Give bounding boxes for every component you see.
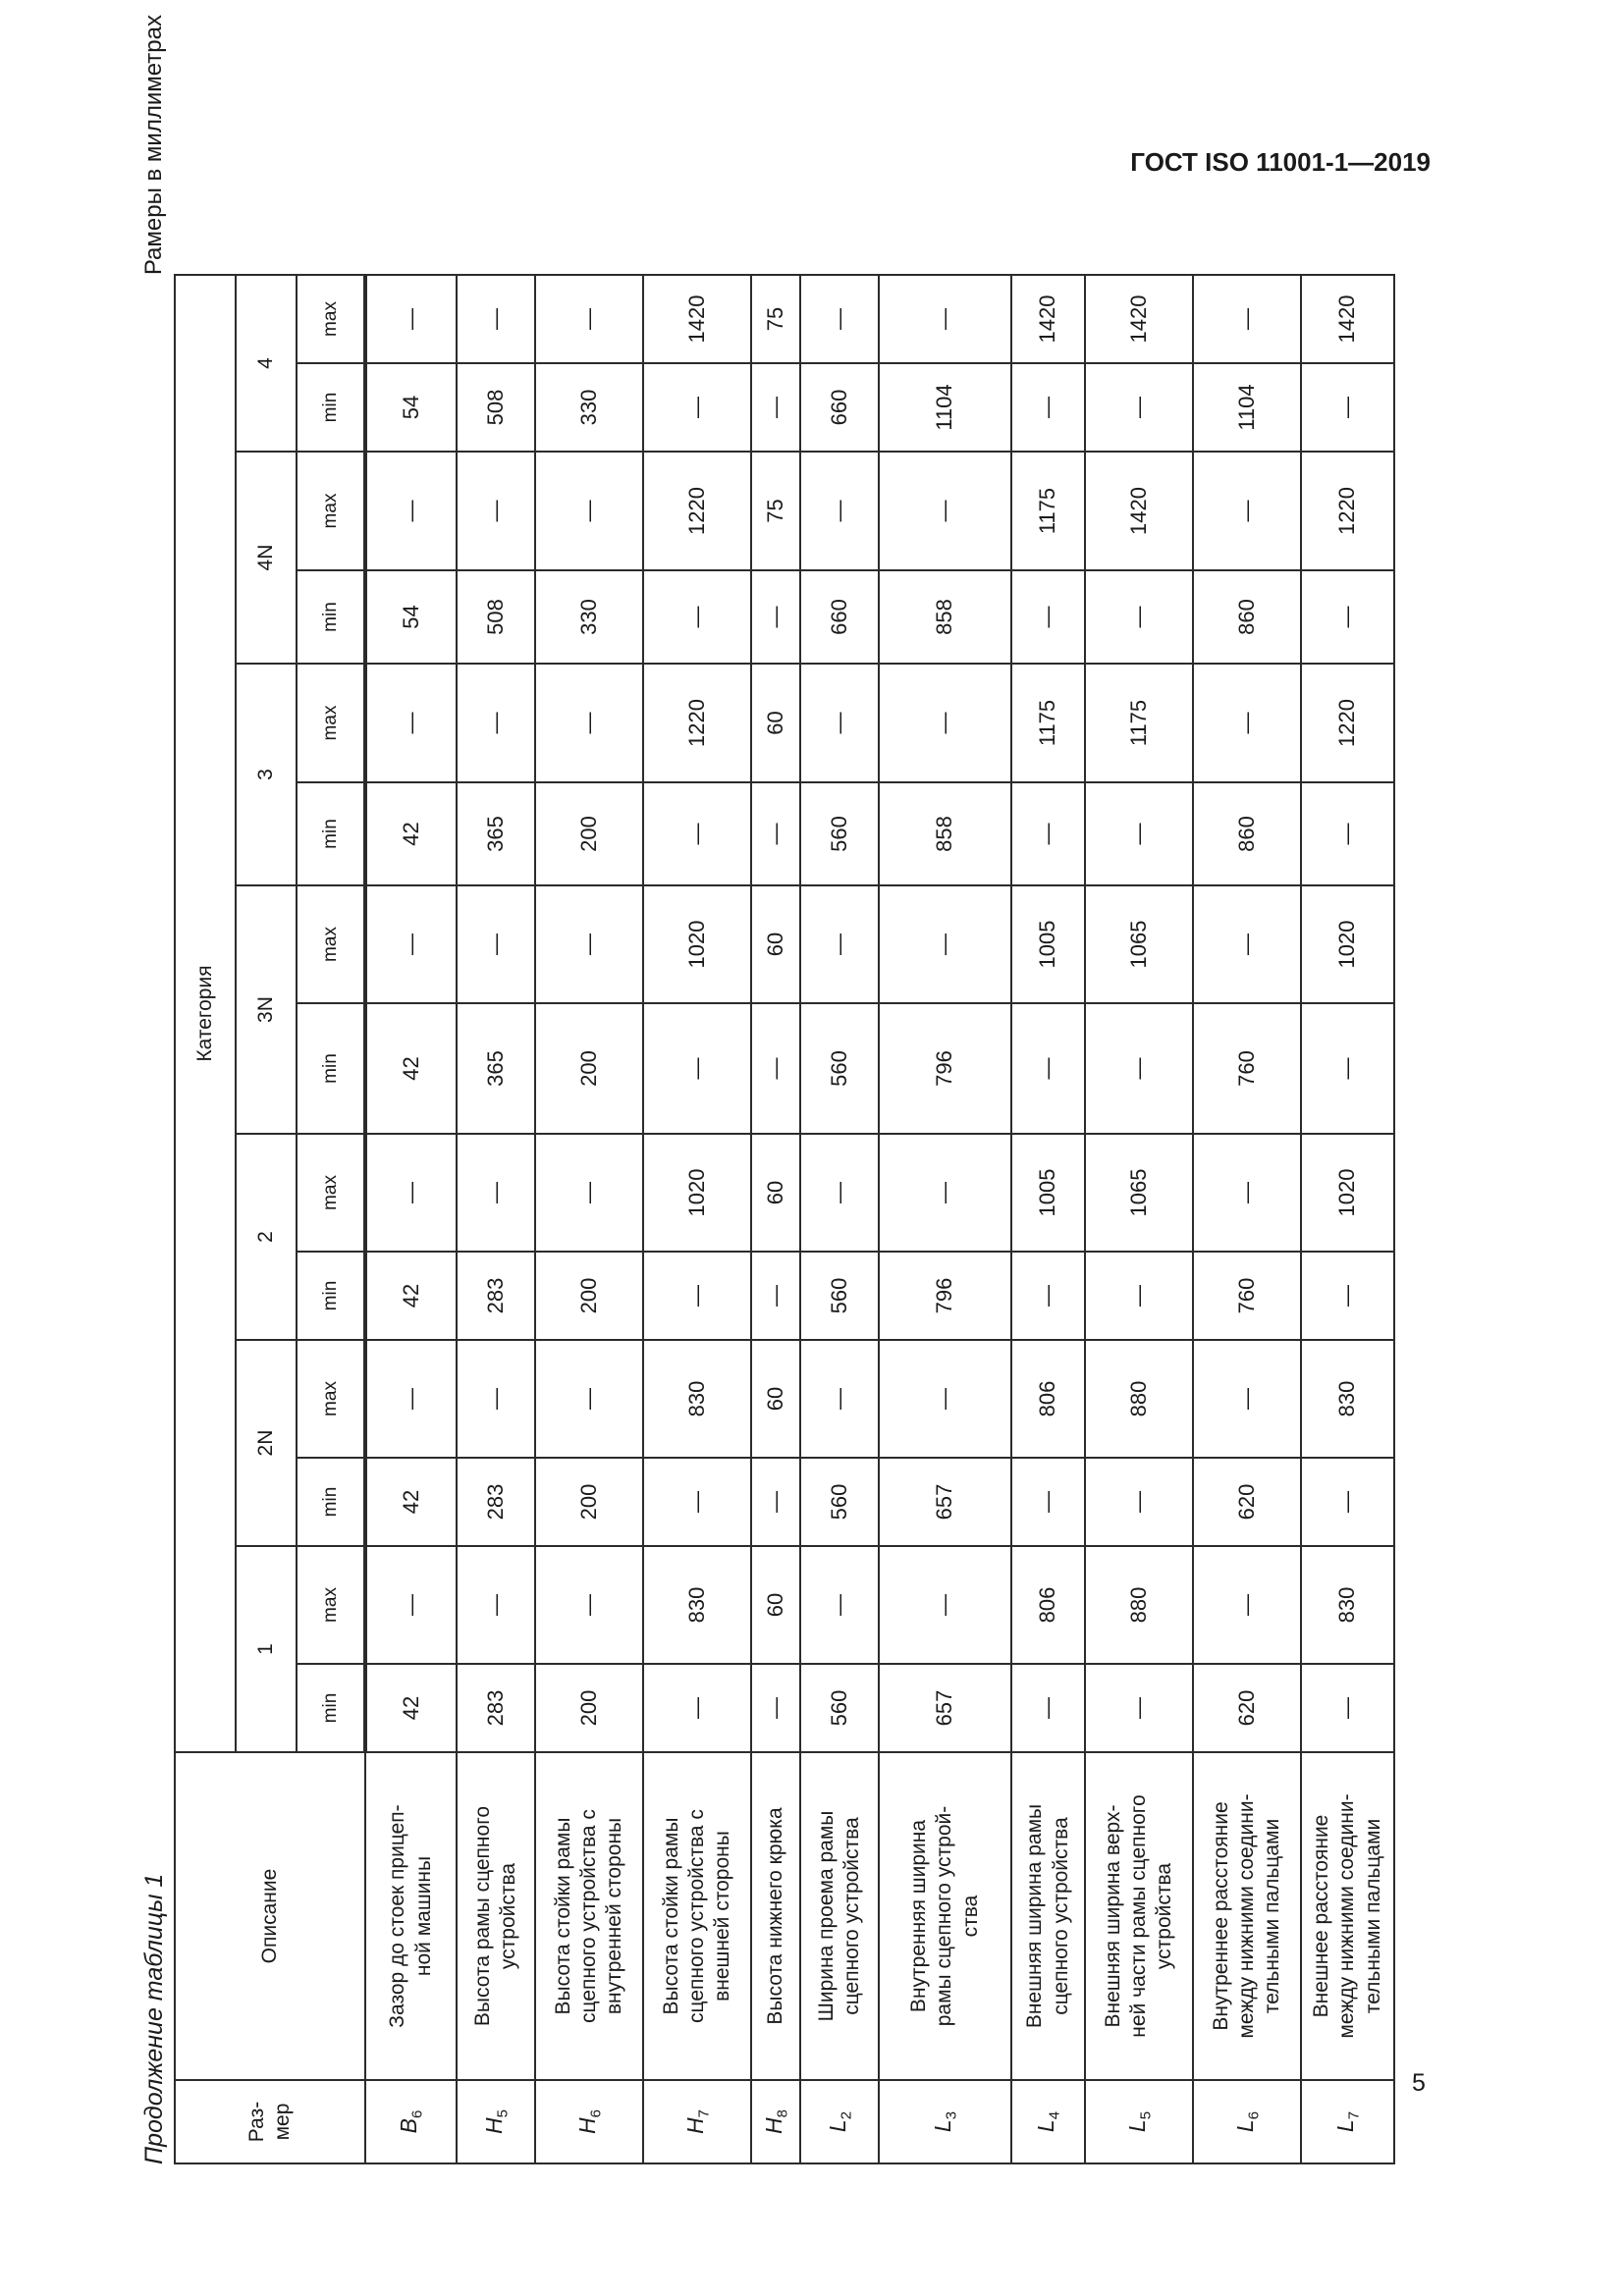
value-cell: 860	[1193, 570, 1301, 664]
value-cell: 657	[879, 1664, 1011, 1752]
value-cell: —	[365, 885, 457, 1003]
table-row	[457, 275, 535, 2163]
table-row	[535, 275, 643, 2163]
value-cell: 330	[535, 363, 643, 452]
value-cell: —	[1085, 570, 1193, 664]
dimension-description: Ширина проема рамы сцепного устройства	[800, 1752, 879, 2080]
dimension-description: Зазор до стоек прицеп- ной машины	[365, 1752, 457, 2080]
value-cell: 1220	[643, 664, 751, 782]
value-cell: 796	[879, 1003, 1011, 1134]
table-row	[1011, 275, 1085, 2163]
value-cell: —	[800, 664, 879, 782]
value-cell: —	[879, 1134, 1011, 1252]
value-cell: —	[643, 570, 751, 664]
value-cell: 657	[879, 1458, 1011, 1546]
value-cell: —	[535, 1134, 643, 1252]
value-cell: —	[1193, 664, 1301, 782]
value-cell: 60	[751, 885, 800, 1003]
value-cell: 200	[535, 1458, 643, 1546]
value-cell: 54	[365, 570, 457, 664]
value-cell: —	[800, 275, 879, 363]
value-cell: —	[800, 1134, 879, 1252]
value-cell: 1175	[1085, 664, 1193, 782]
value-cell: 60	[751, 664, 800, 782]
value-cell: —	[535, 1340, 643, 1458]
value-cell: —	[1011, 782, 1085, 885]
value-cell: —	[879, 885, 1011, 1003]
value-cell: 1175	[1011, 664, 1085, 782]
value-cell: —	[1301, 1252, 1394, 1340]
value-cell: —	[457, 1340, 535, 1458]
value-cell: —	[535, 664, 643, 782]
dimension-symbol: $L_3$	[879, 2080, 1011, 2163]
value-cell: —	[643, 1664, 751, 1752]
value-cell: 1220	[643, 452, 751, 570]
dimension-symbol: $H_6$	[535, 2080, 643, 2163]
value-cell: —	[800, 452, 879, 570]
table-continuation-caption: Продолжение таблицы 1	[140, 1873, 168, 2164]
dimension-description: Внутреннее расстояние между нижними соедини- тельными пальцами	[1193, 1752, 1301, 2080]
value-cell: —	[1011, 1252, 1085, 1340]
value-cell: —	[1193, 1134, 1301, 1252]
value-cell: 200	[535, 782, 643, 885]
value-cell: —	[751, 782, 800, 885]
value-cell: —	[1011, 363, 1085, 452]
dimension-description: Высота стойки рамы сцепного устройства с внутренней стороны	[535, 1752, 643, 2080]
value-cell: 1220	[1301, 452, 1394, 570]
category-group-header: 1	[236, 1546, 297, 1752]
value-cell: 560	[800, 1458, 879, 1546]
table-row	[643, 275, 751, 2163]
value-cell: 858	[879, 570, 1011, 664]
value-cell: —	[535, 275, 643, 363]
value-cell: 830	[643, 1340, 751, 1458]
dimension-symbol: $L_6$	[1193, 2080, 1301, 2163]
dimension-description: Внешняя ширина верх- ней части рамы сцепного устройства	[1085, 1752, 1193, 2080]
value-cell: 760	[1193, 1252, 1301, 1340]
table-row	[365, 275, 457, 2163]
value-cell: 560	[800, 1664, 879, 1752]
value-cell: 283	[457, 1252, 535, 1340]
value-cell: 560	[800, 782, 879, 885]
dimension-description: Внешнее расстояние между нижними соедини- тельными пальцами	[1301, 1752, 1394, 2080]
category-group-header: 4N	[236, 452, 297, 664]
value-cell: 1420	[1085, 452, 1193, 570]
value-cell: 858	[879, 782, 1011, 885]
value-cell: 1220	[1301, 664, 1394, 782]
value-cell: —	[457, 664, 535, 782]
category-header: Категория	[175, 275, 236, 1752]
value-cell: —	[800, 1546, 879, 1664]
value-cell: 806	[1011, 1546, 1085, 1664]
category-group-header: 3N	[236, 885, 297, 1134]
description-column-header: Описание	[175, 1752, 365, 2080]
value-cell: —	[643, 1458, 751, 1546]
value-cell: —	[1301, 782, 1394, 885]
value-cell: —	[1301, 1003, 1394, 1134]
value-cell: —	[365, 275, 457, 363]
value-cell: —	[457, 1546, 535, 1664]
value-cell: 42	[365, 782, 457, 885]
value-cell: —	[1301, 570, 1394, 664]
value-cell: 200	[535, 1664, 643, 1752]
value-cell: —	[751, 1252, 800, 1340]
dimension-description: Высота стойки рамы сцепного устройства с внешней стороны	[643, 1752, 751, 2080]
max-subheader: max	[297, 664, 365, 782]
value-cell: —	[365, 452, 457, 570]
units-note: Рамеры в миллиметрах	[140, 15, 167, 276]
value-cell: 1005	[1011, 1134, 1085, 1252]
dimension-symbol: $H_7$	[643, 2080, 751, 2163]
value-cell: —	[1085, 782, 1193, 885]
min-subheader: min	[297, 1252, 365, 1340]
value-cell: 1175	[1011, 452, 1085, 570]
value-cell: 1420	[1085, 275, 1193, 363]
value-cell: —	[365, 664, 457, 782]
value-cell: —	[1085, 363, 1193, 452]
value-cell: 1420	[1011, 275, 1085, 363]
dimension-symbol: $L_5$	[1085, 2080, 1193, 2163]
value-cell: 330	[535, 570, 643, 664]
value-cell: 1420	[643, 275, 751, 363]
value-cell: 1104	[1193, 363, 1301, 452]
value-cell: 1020	[643, 1134, 751, 1252]
value-cell: 1065	[1085, 885, 1193, 1003]
value-cell: —	[1011, 570, 1085, 664]
value-cell: —	[1011, 1458, 1085, 1546]
value-cell: 200	[535, 1003, 643, 1134]
value-cell: 830	[1301, 1340, 1394, 1458]
category-group-header: 3	[236, 664, 297, 885]
value-cell: 1104	[879, 363, 1011, 452]
dimension-symbol: $H_8$	[751, 2080, 800, 2163]
category-group-header: 2N	[236, 1340, 297, 1546]
dimension-symbol: $H_5$	[457, 2080, 535, 2163]
value-cell: 42	[365, 1664, 457, 1752]
value-cell: 1420	[1301, 275, 1394, 363]
min-subheader: min	[297, 570, 365, 664]
value-cell: —	[879, 664, 1011, 782]
size-column-header: Раз- мер	[175, 2080, 365, 2163]
category-group-header: 2	[236, 1134, 297, 1340]
value-cell: —	[365, 1340, 457, 1458]
value-cell: —	[457, 885, 535, 1003]
value-cell: 560	[800, 1003, 879, 1134]
value-cell: —	[1085, 1664, 1193, 1752]
table-row	[1085, 275, 1193, 2163]
dimension-description: Высота рамы сцепного устройства	[457, 1752, 535, 2080]
value-cell: —	[751, 570, 800, 664]
value-cell: —	[1011, 1664, 1085, 1752]
value-cell: —	[457, 1134, 535, 1252]
value-cell: 1005	[1011, 885, 1085, 1003]
value-cell: 660	[800, 363, 879, 452]
value-cell: —	[643, 782, 751, 885]
min-subheader: min	[297, 1458, 365, 1546]
min-subheader: min	[297, 1003, 365, 1134]
value-cell: —	[1193, 1546, 1301, 1664]
value-cell: —	[535, 1546, 643, 1664]
value-cell: 620	[1193, 1664, 1301, 1752]
value-cell: —	[1193, 1340, 1301, 1458]
value-cell: —	[879, 1546, 1011, 1664]
value-cell: 75	[751, 275, 800, 363]
value-cell: 880	[1085, 1546, 1193, 1664]
max-subheader: max	[297, 885, 365, 1003]
value-cell: 200	[535, 1252, 643, 1340]
value-cell: —	[457, 452, 535, 570]
value-cell: 42	[365, 1458, 457, 1546]
dimension-symbol: $L_7$	[1301, 2080, 1394, 2163]
value-cell: —	[643, 1252, 751, 1340]
value-cell: 660	[800, 570, 879, 664]
value-cell: 760	[1193, 1003, 1301, 1134]
value-cell: —	[879, 275, 1011, 363]
value-cell: —	[879, 1340, 1011, 1458]
value-cell: —	[751, 1003, 800, 1134]
value-cell: 880	[1085, 1340, 1193, 1458]
max-subheader: max	[297, 1546, 365, 1664]
value-cell: 1020	[1301, 1134, 1394, 1252]
max-subheader: max	[297, 275, 365, 363]
value-cell: —	[800, 1340, 879, 1458]
value-cell: 54	[365, 363, 457, 452]
value-cell: —	[751, 1458, 800, 1546]
max-subheader: max	[297, 452, 365, 570]
value-cell: —	[1301, 363, 1394, 452]
value-cell: —	[1085, 1003, 1193, 1134]
category-group-header: 4	[236, 275, 297, 452]
value-cell: 60	[751, 1340, 800, 1458]
value-cell: 60	[751, 1546, 800, 1664]
table-row	[879, 275, 1011, 2163]
max-subheader: max	[297, 1134, 365, 1252]
dimensions-table	[174, 274, 1395, 2164]
value-cell: 42	[365, 1252, 457, 1340]
value-cell: 860	[1193, 782, 1301, 885]
dimension-symbol: $L_4$	[1011, 2080, 1085, 2163]
dimension-symbol: $B_6$	[365, 2080, 457, 2163]
value-cell: 365	[457, 782, 535, 885]
min-subheader: min	[297, 1664, 365, 1752]
value-cell: —	[1301, 1458, 1394, 1546]
value-cell: 796	[879, 1252, 1011, 1340]
value-cell: 830	[643, 1546, 751, 1664]
value-cell: 60	[751, 1134, 800, 1252]
value-cell: —	[1193, 275, 1301, 363]
value-cell: 1020	[643, 885, 751, 1003]
value-cell: 283	[457, 1664, 535, 1752]
dimension-description: Высота нижнего крюка	[751, 1752, 800, 2080]
table-row	[1301, 275, 1394, 2163]
value-cell: —	[1085, 1252, 1193, 1340]
value-cell: —	[879, 452, 1011, 570]
value-cell: —	[365, 1546, 457, 1664]
value-cell: 806	[1011, 1340, 1085, 1458]
value-cell: —	[457, 275, 535, 363]
value-cell: 620	[1193, 1458, 1301, 1546]
value-cell: 1020	[1301, 885, 1394, 1003]
value-cell: —	[1011, 1003, 1085, 1134]
value-cell: —	[1193, 452, 1301, 570]
table-row	[751, 275, 800, 2163]
value-cell: 830	[1301, 1546, 1394, 1664]
max-subheader: max	[297, 1340, 365, 1458]
min-subheader: min	[297, 782, 365, 885]
value-cell: 42	[365, 1003, 457, 1134]
value-cell: —	[751, 1664, 800, 1752]
value-cell: —	[1301, 1664, 1394, 1752]
value-cell: —	[643, 363, 751, 452]
rotated-table-block	[140, 5, 1384, 2164]
value-cell: —	[800, 885, 879, 1003]
value-cell: —	[535, 452, 643, 570]
table-row	[1193, 275, 1301, 2163]
value-cell: —	[751, 363, 800, 452]
value-cell: 508	[457, 363, 535, 452]
value-cell: 283	[457, 1458, 535, 1546]
value-cell: —	[1193, 885, 1301, 1003]
table-row	[800, 275, 879, 2163]
value-cell: 508	[457, 570, 535, 664]
value-cell: —	[535, 885, 643, 1003]
min-subheader: min	[297, 363, 365, 452]
dimension-symbol: $L_2$	[800, 2080, 879, 2163]
value-cell: —	[365, 1134, 457, 1252]
value-cell: 1065	[1085, 1134, 1193, 1252]
value-cell: 75	[751, 452, 800, 570]
page-number: 5	[1412, 2069, 1426, 2097]
dimension-description: Внешняя ширина рамы сцепного устройства	[1011, 1752, 1085, 2080]
value-cell: 560	[800, 1252, 879, 1340]
value-cell: —	[1085, 1458, 1193, 1546]
dimension-description: Внутренняя ширина рамы сцепного устрой- ства	[879, 1752, 1011, 2080]
value-cell: 365	[457, 1003, 535, 1134]
document-code: ГОСТ ISO 11001-1—2019	[1130, 147, 1431, 177]
value-cell: —	[643, 1003, 751, 1134]
